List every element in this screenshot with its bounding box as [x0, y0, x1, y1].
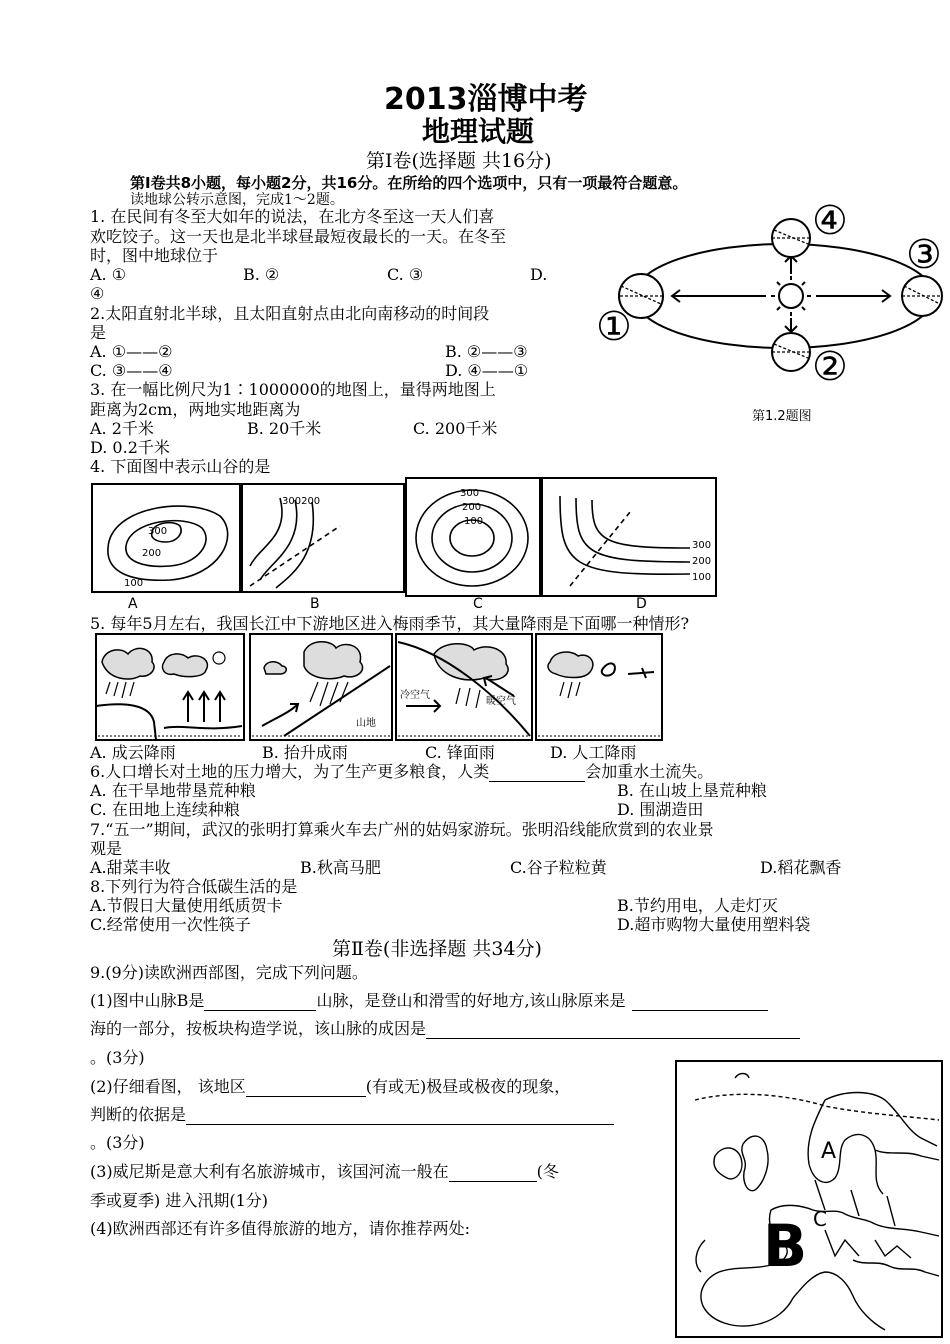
- part2-heading: 第Ⅱ卷(非选择题 共34分): [332, 938, 542, 960]
- q9-part3-line2: 季或夏季) 进入汛期(1分): [90, 1191, 268, 1210]
- contour-c-300: 300: [460, 488, 480, 499]
- q9-mountain-blank[interactable]: [204, 991, 316, 1011]
- q9-p3-text-a: (3)威尼斯是意大利有名旅游城市，该国河流一般在: [90, 1162, 449, 1181]
- mountain-label: 山地: [356, 718, 376, 729]
- q4-option-d: D: [636, 596, 647, 612]
- q4-option-a: A: [128, 596, 138, 612]
- q9-flood-season-blank[interactable]: [449, 1162, 537, 1182]
- instructions: 第Ⅰ卷共8小题，每小题2分，共16分。在所给的四个选项中，只有一项最符合题意。: [130, 174, 688, 192]
- q2-option-c[interactable]: C. ③——④: [90, 361, 173, 380]
- q9-p1-text-b: 山脉，是登山和滑雪的好地方,该山脉原来是: [316, 991, 626, 1010]
- q7-line2: 观是: [90, 839, 123, 858]
- contour-d-200: 200: [692, 556, 712, 567]
- q2-option-d[interactable]: D. ④——①: [445, 361, 529, 380]
- q6-stem-a: 6.人口增长对土地的压力增大，为了生产更多粮食，人类: [90, 762, 490, 781]
- q4-stem: 4. 下面图中表示山谷的是: [90, 457, 271, 476]
- q6-option-b[interactable]: B. 在山坡上垦荒种粮: [617, 781, 767, 800]
- q9-origin-blank[interactable]: [632, 991, 768, 1011]
- q9-reason-blank[interactable]: [186, 1105, 614, 1125]
- q1-line3: 时，图中地球位于: [90, 246, 219, 265]
- q9-part1-line1: [90, 988, 768, 1011]
- q9-p1-text-c: 海的一部分，按板块构造学说，该山脉的成因是: [90, 1019, 427, 1038]
- q9-part3-line1: [90, 1159, 559, 1182]
- q9-p2-text-b: (有或无)极昼或极夜的现象，: [365, 1077, 571, 1096]
- q8-option-a[interactable]: A.节假日大量使用纸质贺卡: [90, 896, 283, 915]
- q7-option-a[interactable]: A.甜菜丰收: [90, 858, 171, 877]
- q6-option-a[interactable]: A. 在干旱地带垦荒种粮: [90, 781, 256, 800]
- q1-line1: 1. 在民间有冬至大如年的说法，在北方冬至这一天人们喜: [90, 207, 495, 226]
- q2-option-b[interactable]: B. ②——③: [445, 342, 528, 361]
- q6-stem-b: 会加重水土流失。: [585, 762, 714, 781]
- q6-option-d[interactable]: D. 围湖造田: [617, 800, 704, 819]
- orbit-position-3: ③: [906, 232, 942, 278]
- earth-orbit-diagram: [594, 200, 946, 425]
- q2-option-a[interactable]: A. ①——②: [90, 342, 173, 361]
- contour-a-300: 300: [148, 526, 168, 537]
- orbit-caption: 第1.2题图: [752, 409, 812, 424]
- q2-line2: 是: [90, 323, 107, 342]
- q3-option-c[interactable]: C. 200千米: [413, 419, 498, 438]
- cold-air-label: 冷空气: [400, 690, 430, 701]
- q8-option-d[interactable]: D.超市购物大量使用塑料袋: [617, 915, 811, 934]
- exam-title: 2013淄博中考: [384, 82, 588, 117]
- q7-line1: 7.“五一”期间，武汉的张明打算乘火车去广州的姑妈家游玩。张明沿线能欣赏到的农业景: [90, 820, 714, 839]
- contour-figures: [90, 476, 718, 614]
- q6-stem: [90, 762, 713, 782]
- q8-stem: 8.下列行为符合低碳生活的是: [90, 877, 298, 896]
- warm-air-label: 暖空气: [486, 696, 516, 707]
- q9-p2-text-c: 判断的依据是: [90, 1105, 187, 1124]
- q9-part1-line2: [90, 1016, 800, 1039]
- contour-b-labels: 300200: [282, 496, 321, 507]
- q9-p1-text-a: (1)图中山脉B是: [90, 991, 205, 1010]
- contour-d-300: 300: [692, 540, 712, 551]
- q1-option-d-value: ④: [90, 284, 105, 303]
- q2-line1: 2.太阳直射北半球，且太阳直射点由北向南移动的时间段: [90, 304, 490, 323]
- q9-polar-blank[interactable]: [246, 1077, 366, 1097]
- contour-a-200: 200: [142, 548, 162, 559]
- rainfall-figures: [94, 632, 666, 744]
- q5-option-b[interactable]: B. 抬升成雨: [262, 743, 348, 762]
- exam-subject: 地理试题: [422, 115, 535, 148]
- q3-option-a[interactable]: A. 2千米: [90, 419, 154, 438]
- q9-p2-text-a: (2)仔细看图， 该地区: [90, 1077, 246, 1096]
- q8-option-c[interactable]: C.经常使用一次性筷子: [90, 915, 251, 934]
- q9-cause-blank[interactable]: [426, 1019, 800, 1039]
- part1-heading: 第Ⅰ卷(选择题 共16分): [366, 150, 552, 172]
- q3-line2: 距离为2cm，两地实地距离为: [90, 400, 301, 419]
- contour-a-100: 100: [124, 578, 144, 589]
- q1-option-c[interactable]: C. ③: [387, 265, 424, 284]
- q9-p2-score: 。(3分): [90, 1133, 145, 1152]
- map-label-b: B: [763, 1212, 808, 1280]
- orbit-position-1: ①: [596, 304, 632, 350]
- read-map-note: 读地球公转示意图，完成1～2题。: [130, 192, 344, 208]
- orbit-position-4: ④: [812, 200, 848, 244]
- q6-answer-blank[interactable]: [489, 762, 585, 782]
- q7-option-d[interactable]: D.稻花飘香: [760, 858, 842, 877]
- q3-option-d[interactable]: D. 0.2千米: [90, 438, 170, 457]
- contour-c-200: 200: [462, 502, 482, 513]
- contour-d-100: 100: [692, 572, 712, 583]
- q9-stem: 9.(9分)读欧洲西部图，完成下列问题。: [90, 963, 368, 982]
- q5-option-a[interactable]: A. 成云降雨: [90, 743, 176, 762]
- q1-line2: 欢吃饺子。这一天也是北半球昼最短夜最长的一天。在冬至: [90, 227, 507, 246]
- q6-option-c[interactable]: C. 在田地上连续种粮: [90, 800, 240, 819]
- q1-option-a[interactable]: A. ①: [90, 265, 127, 284]
- q4-option-c: C: [473, 596, 483, 612]
- q5-stem: 5. 每年5月左右，我国长江中下游地区进入梅雨季节，其大量降雨是下面哪一种情形?: [90, 614, 690, 633]
- q7-option-c[interactable]: C.谷子粒粒黄: [510, 858, 607, 877]
- q9-part4: (4)欧洲西部还有许多值得旅游的地方，请你推荐两处:: [90, 1219, 471, 1238]
- q4-option-b: B: [310, 596, 320, 612]
- q1-option-d[interactable]: D.: [530, 265, 548, 284]
- q9-part2-line2: [90, 1102, 614, 1125]
- q9-p1-score: 。(3分): [90, 1048, 145, 1067]
- q9-p3-text-b: (冬: [536, 1162, 559, 1181]
- q1-option-b[interactable]: B. ②: [243, 265, 280, 284]
- q3-line1: 3. 在一幅比例尺为1∶1000000的地图上，量得两地图上: [90, 380, 496, 399]
- western-europe-map: [675, 1060, 943, 1338]
- q5-option-d[interactable]: D. 人工降雨: [550, 743, 637, 762]
- map-label-a: A: [821, 1139, 837, 1164]
- q7-option-b[interactable]: B.秋高马肥: [300, 858, 381, 877]
- q9-part2-line1: [90, 1074, 570, 1097]
- sun-icon: [771, 276, 811, 316]
- q3-option-b[interactable]: B. 20千米: [247, 419, 322, 438]
- contour-c-100: 100: [464, 516, 484, 527]
- map-label-c: C: [813, 1207, 827, 1231]
- orbit-position-2: ②: [812, 344, 848, 390]
- q8-option-b[interactable]: B.节约用电，人走灯灭: [617, 896, 778, 915]
- q5-option-c[interactable]: C. 锋面雨: [425, 743, 495, 762]
